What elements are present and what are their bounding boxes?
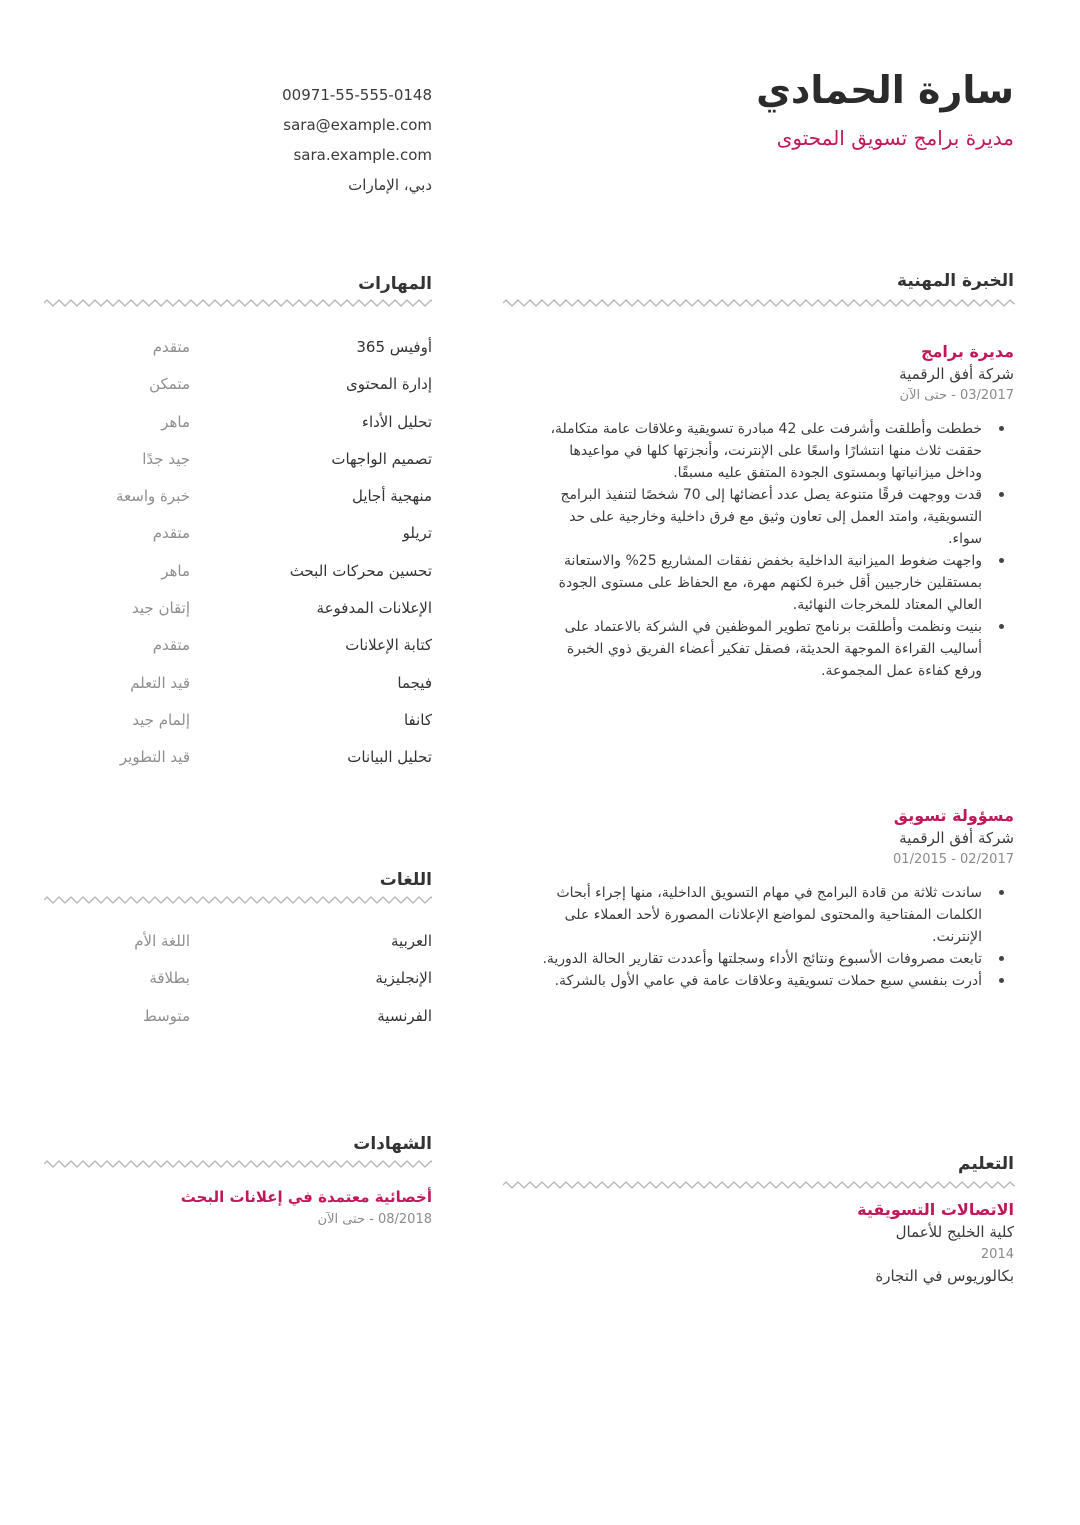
contact-website: sara.example.com [293,146,432,164]
language-level: متوسط [142,1006,190,1025]
job-bullet: تابعت مصروفات الأسبوع ونتائج الأداء وسجلتها وأعددت تقارير الحالة الدورية. [542,948,982,970]
job-title: مسؤولة تسويق [893,806,1014,825]
certificate-item [60,1186,432,1231]
contact-phone: 00971-55-555-0148 [282,86,432,104]
certificates-divider [44,1159,432,1169]
languages-list [60,928,432,1040]
skills-heading: المهارات [358,274,432,294]
skill-row [60,520,432,557]
skills-list [60,334,432,782]
job-bullet: بنيت ونظمت وأطلقت برنامج تطوير الموظفين في الشركة بالاعتماد على أساليب القراءة الموجهة الحديثة، فصقل تفكير أعضاء الفريق ذوي الخبرة ورفع كفاءة عمل المجموعة. [542,616,982,682]
languages-divider [44,895,432,905]
experience-divider [503,298,1015,308]
skill-name: تحليل الأداء [361,412,432,431]
job-bullet: واجهت ضغوط الميزانية الداخلية بخفض نفقات المشاريع 25% والاستعانة بمستقلين خارجيين أقل خبرة لكنهم مهرة، مع الحفاظ على مستوى الجودة العالي المعتاد للمخرجات النهائية. [542,550,982,616]
job-bullet: خططت وأطلقت وأشرفت على 42 مبادرة تسويقية وعلاقات عامة متكاملة، حققت ثلاث منها انتشارًا واسعًا على الإنترنت، وأنجزتها كلها في مواعيدها وداخل ميزانياتها وبمستوى الجودة المتفق عليه مسبقًا. [542,418,982,484]
skill-row [60,670,432,707]
skill-row [60,446,432,483]
skill-row [60,371,432,408]
education-school: كلية الخليج للأعمال [895,1223,1014,1241]
language-level: اللغة الأم [134,932,190,950]
education-year: 2014 [980,1247,1014,1262]
skill-level: إتقان جيد [132,599,190,618]
skill-level: ماهر [161,561,190,580]
skill-level: قيد التطوير [119,748,190,767]
skill-name: كتابة الإعلانات [345,636,432,655]
job-title: مديرة برامج [920,342,1014,361]
job-dates: 01/2015 - 02/2017 [893,852,1014,867]
skill-row [60,707,432,744]
skill-name: الإعلانات المدفوعة [316,599,432,618]
candidate-title: مديرة برامج تسويق المحتوى [776,126,1014,150]
skill-name: تحليل البيانات [347,748,432,767]
skill-level: جيد جدًا [142,449,190,468]
contact-location: دبي، الإمارات [348,176,432,194]
job-dates: 03/2017 - حتى الآن [899,388,1014,403]
skill-level: متقدم [152,524,190,543]
skill-name: فيجما [397,673,432,692]
skill-level: ماهر [161,412,190,431]
language-level: بطلاقة [149,969,190,988]
skill-level: خبرة واسعة [116,487,190,506]
candidate-name: سارة الحمادي [756,68,1014,112]
skill-row [60,744,432,781]
language-row [60,928,432,965]
language-row [60,1003,432,1040]
skills-divider [44,298,432,308]
job-company: شركة أفق الرقمية [899,365,1014,383]
skill-row [60,483,432,520]
education-heading: التعليم [958,1154,1014,1174]
skill-level: متقدم [152,338,190,356]
skill-level: قيد التعلم [130,673,190,692]
language-name: الفرنسية [377,1006,432,1025]
skill-row [60,632,432,669]
skill-name: تحسين محركات البحث [289,561,432,580]
certificate-dates: 08/2018 - حتى الآن [317,1212,432,1227]
skill-name: إدارة المحتوى [346,375,432,394]
languages-heading: اللغات [379,870,432,890]
education-divider [503,1180,1015,1190]
language-row [60,965,432,1002]
certificate-title: أخصائية معتمدة في إعلانات البحث [180,1188,432,1206]
language-name: الإنجليزية [375,969,432,988]
skill-name: تريلو [402,524,432,543]
job-bullet: ساندت ثلاثة من قادة البرامج في مهام التسويق الداخلية، منها إجراء أبحاث الكلمات المفتاحية والمحتوى لمواضع الإعلانات المصورة لأحد العملاء على الإنترنت. [542,882,982,948]
job-company: شركة أفق الرقمية [899,829,1014,847]
job-bullets [542,418,982,682]
skill-name: أوفيس 365 [356,338,432,356]
education-field: الاتصالات التسويقية [857,1200,1014,1219]
skill-name: تصميم الواجهات [331,449,432,468]
experience-item [544,804,1014,992]
skill-row [60,409,432,446]
certificates-heading: الشهادات [353,1134,432,1154]
skill-level: متقدم [152,636,190,655]
education-degree: بكالوريوس في التجارة [875,1267,1014,1285]
job-bullets [542,882,982,992]
job-bullet: قدت ووجهت فرقًا متنوعة يصل عدد أعضائها إلى 70 شخصًا لتنفيذ البرامج التسويقية، وامتد العمل إلى تعاون وثيق مع فرق داخلية وخارجية على حد سواء. [542,484,982,550]
experience-heading: الخبرة المهنية [897,271,1014,291]
skill-name: كانفا [403,710,432,729]
skill-level: متمكن [149,375,190,394]
job-bullet: أدرت بنفسي سبع حملات تسويقية وعلاقات عامة في عامي الأول بالشركة. [542,970,982,992]
language-name: العربية [391,932,432,950]
skill-row [60,595,432,632]
skill-level: إلمام جيد [132,710,190,729]
skill-name: منهجية أجايل [351,487,432,506]
contact-email: sara@example.com [283,116,432,134]
contact-block [60,80,432,200]
experience-item [544,340,1014,682]
education-item [544,1198,1014,1288]
skill-row [60,558,432,595]
skill-row [60,334,432,371]
